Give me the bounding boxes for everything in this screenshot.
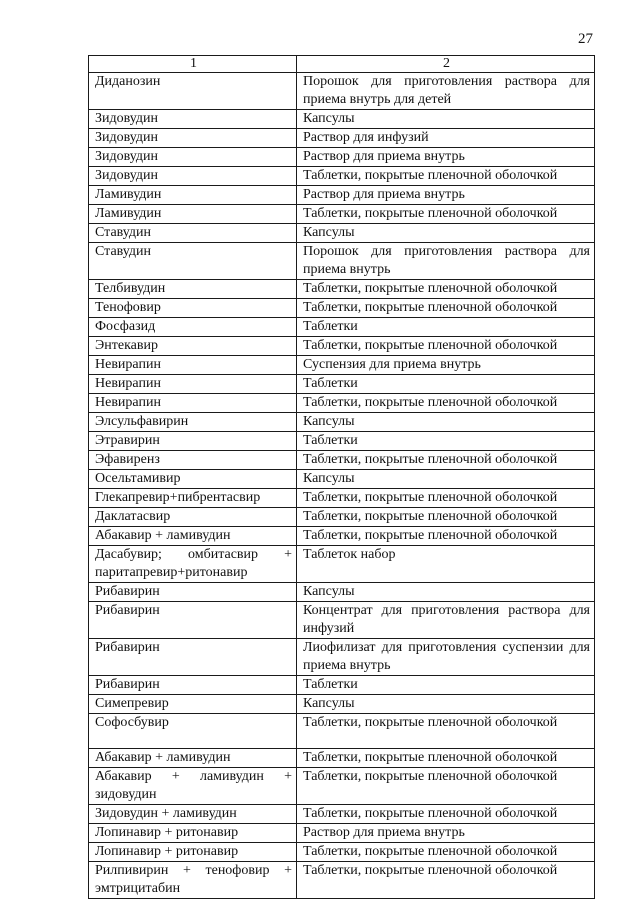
table-row [89, 749, 595, 768]
dosage-form-cell: Капсулы [297, 413, 595, 432]
dosage-form-cell: Капсулы [297, 224, 595, 243]
dosage-form-cell: Таблетки, покрытые пленочной оболочкой [297, 489, 595, 508]
drug-name-cell: Зидовудин [89, 129, 297, 148]
drug-name-cell: Телбивудин [89, 280, 297, 299]
dosage-form-cell: Таблетки [297, 318, 595, 337]
dosage-form-cell: Таблетки, покрытые пленочной оболочкой [297, 749, 595, 768]
table-row [89, 205, 595, 224]
table-row [89, 843, 595, 862]
dosage-form-cell: Концентрат для приготовления раствора для инфузий [297, 602, 595, 639]
drug-table [88, 55, 595, 899]
dosage-form-cell: Таблетки, покрытые пленочной оболочкой [297, 280, 595, 299]
drug-name-cell: Диданозин [89, 73, 297, 110]
table-row [89, 676, 595, 695]
table-row [89, 356, 595, 375]
dosage-form-cell: Раствор для приема внутрь [297, 824, 595, 843]
table-row [89, 280, 595, 299]
table-row [89, 862, 595, 899]
dosage-form-cell: Таблетки, покрытые пленочной оболочкой [297, 527, 595, 546]
drug-name-cell: Ламивудин [89, 205, 297, 224]
dosage-form-cell: Капсулы [297, 470, 595, 489]
drug-name-cell: Симепревир [89, 695, 297, 714]
dosage-form-cell: Порошок для приготовления раствора для приема внутрь для детей [297, 73, 595, 110]
drug-name-cell: Рибавирин [89, 583, 297, 602]
table-row [89, 639, 595, 676]
drug-name-cell: Ставудин [89, 224, 297, 243]
drug-name-cell: Даклатасвир [89, 508, 297, 527]
dosage-form-cell: Капсулы [297, 695, 595, 714]
table-header-row [89, 56, 595, 73]
drug-name-cell: Лопинавир + ритонавир [89, 824, 297, 843]
table-row [89, 714, 595, 749]
table-row [89, 489, 595, 508]
table-row [89, 394, 595, 413]
table-row [89, 148, 595, 167]
drug-name-cell: Невирапин [89, 394, 297, 413]
drug-name-cell: Элсульфавирин [89, 413, 297, 432]
dosage-form-cell: Капсулы [297, 110, 595, 129]
table-row [89, 375, 595, 394]
table-row [89, 224, 595, 243]
table-row [89, 824, 595, 843]
drug-name-cell: Эфавиренз [89, 451, 297, 470]
drug-name-cell: Тенофовир [89, 299, 297, 318]
drug-name-cell: Рибавирин [89, 639, 297, 676]
drug-name-cell: Фосфазид [89, 318, 297, 337]
table-row [89, 546, 595, 583]
drug-name-cell: Софосбувир [89, 714, 297, 749]
dosage-form-cell: Таблетки, покрытые пленочной оболочкой [297, 805, 595, 824]
drug-name-cell: Глекапревир+пибрентасвир [89, 489, 297, 508]
dosage-form-cell: Суспензия для приема внутрь [297, 356, 595, 375]
table-row [89, 470, 595, 489]
column-header-1: 1 [89, 56, 297, 73]
dosage-form-cell: Таблетки [297, 432, 595, 451]
page-number: 27 [578, 31, 593, 47]
dosage-form-cell: Таблетки, покрытые пленочной оболочкой [297, 167, 595, 186]
table-row [89, 432, 595, 451]
column-header-2: 2 [297, 56, 595, 73]
drug-name-cell: Ламивудин [89, 186, 297, 205]
drug-name-cell: Абакавир + ламивудин + зидовудин [89, 768, 297, 805]
dosage-form-cell: Раствор для приема внутрь [297, 186, 595, 205]
drug-name-cell: Рилпивирин + тенофовир + эмтрицитабин [89, 862, 297, 899]
drug-name-cell: Рибавирин [89, 676, 297, 695]
dosage-form-cell: Лиофилизат для приготовления суспензии для приема внутрь [297, 639, 595, 676]
drug-name-cell: Зидовудин [89, 167, 297, 186]
dosage-form-cell: Таблетки, покрытые пленочной оболочкой [297, 394, 595, 413]
drug-name-cell: Осельтамивир [89, 470, 297, 489]
drug-name-cell: Невирапин [89, 375, 297, 394]
dosage-form-cell: Капсулы [297, 583, 595, 602]
table-row [89, 167, 595, 186]
table-row [89, 73, 595, 110]
table-row [89, 299, 595, 318]
table-row [89, 768, 595, 805]
table-row [89, 129, 595, 148]
dosage-form-cell: Раствор для инфузий [297, 129, 595, 148]
drug-name-cell: Абакавир + ламивудин [89, 749, 297, 768]
dosage-form-cell: Таблетки, покрытые пленочной оболочкой [297, 337, 595, 356]
drug-name-cell: Этравирин [89, 432, 297, 451]
dosage-form-cell: Таблетки, покрытые пленочной оболочкой [297, 299, 595, 318]
table-body [89, 73, 595, 899]
dosage-form-cell: Таблетки, покрытые пленочной оболочкой [297, 714, 595, 749]
table-row [89, 110, 595, 129]
table-row [89, 318, 595, 337]
table-row [89, 451, 595, 470]
drug-name-cell: Абакавир + ламивудин [89, 527, 297, 546]
dosage-form-cell: Таблетки, покрытые пленочной оболочкой [297, 205, 595, 224]
drug-name-cell: Зидовудин + ламивудин [89, 805, 297, 824]
table-row [89, 243, 595, 280]
dosage-form-cell: Таблетки, покрытые пленочной оболочкой [297, 508, 595, 527]
table-row [89, 508, 595, 527]
dosage-form-cell: Порошок для приготовления раствора для приема внутрь [297, 243, 595, 280]
dosage-form-cell: Таблетки [297, 676, 595, 695]
table-row [89, 805, 595, 824]
drug-name-cell: Невирапин [89, 356, 297, 375]
dosage-form-cell: Таблетки, покрытые пленочной оболочкой [297, 862, 595, 899]
dosage-form-cell: Таблетки [297, 375, 595, 394]
table-row [89, 527, 595, 546]
table-row [89, 186, 595, 205]
drug-name-cell: Энтекавир [89, 337, 297, 356]
table-row [89, 602, 595, 639]
drug-name-cell: Зидовудин [89, 110, 297, 129]
table-row [89, 583, 595, 602]
table-row [89, 413, 595, 432]
dosage-form-cell: Таблетки, покрытые пленочной оболочкой [297, 843, 595, 862]
drug-name-cell: Зидовудин [89, 148, 297, 167]
drug-name-cell: Рибавирин [89, 602, 297, 639]
dosage-form-cell: Таблетки, покрытые пленочной оболочкой [297, 768, 595, 805]
dosage-form-cell: Таблетки, покрытые пленочной оболочкой [297, 451, 595, 470]
drug-name-cell: Дасабувир; омбитасвир + паритапревир+ритонавир [89, 546, 297, 583]
dosage-form-cell: Раствор для приема внутрь [297, 148, 595, 167]
drug-name-cell: Лопинавир + ритонавир [89, 843, 297, 862]
drug-name-cell: Ставудин [89, 243, 297, 280]
table-row [89, 695, 595, 714]
dosage-form-cell: Таблеток набор [297, 546, 595, 583]
table-row [89, 337, 595, 356]
